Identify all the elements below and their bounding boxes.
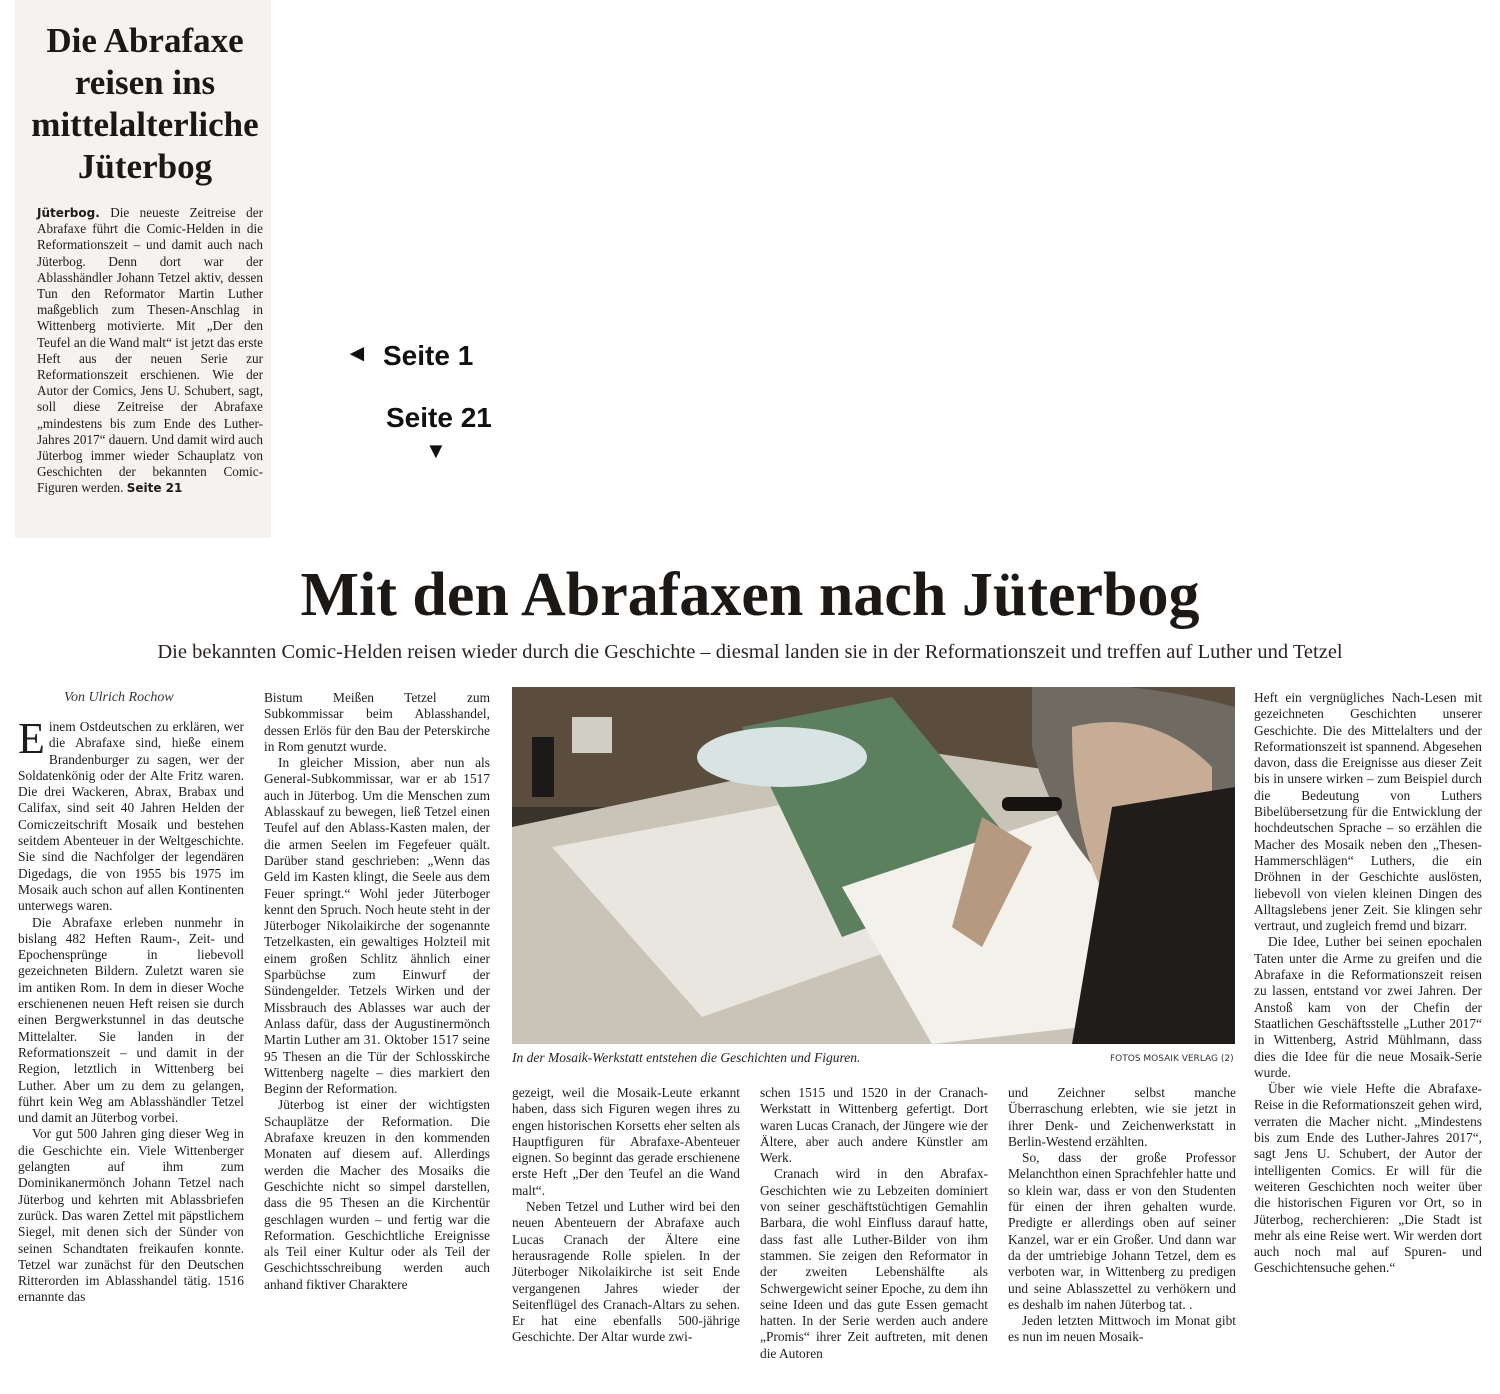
paragraph: So, dass der große Professor Melanchthon einen Sprachfehler hatte und so klein war, dass er von den Studenten für einen der ihren gehalten wurde. Predigte er allerdings oben auf seiner Kanzel, war er ein Großer. Und dann war da der umtriebige Johann Tetzel, dem es verboten war, in Wittenberg zu predigen und seine Ablasszettel zu verhökern und es deshalb im nahen Jüterbog tat. . [1008, 1150, 1236, 1312]
teaser-title [22, 20, 268, 188]
article-headline: Mit den Abrafaxen nach Jüterbog [300, 561, 1200, 629]
paragraph: Die Abrafaxe erleben nunmehr in bislang 482 Heften Raum-, Zeit- und Epochensprünge in liebevoll gezeichneten Bildern. Zuletzt waren sie im antiken Rom. In dem in dieser Woche erschienenen neuen Heft reisen sie durch einen Bergwerkstunnel in das deutsche Mittelalter. Sie landen in der Reformationszeit – und damit in der Region, letztlich in Wittenberg bei Luther. Aber um zu dem zu gelangen, führt kein Weg am Ablasshändler Tetzel und damit an Jüterbog vorbei. [18, 914, 244, 1126]
teaser-title-line: reisen ins [74, 63, 216, 102]
teaser-page-ref: Seite 21 [126, 481, 183, 496]
article-column-4 [760, 1085, 988, 1362]
photo-illustration [512, 687, 1235, 1044]
paragraph: Jeden letzten Mittwoch im Monat gibt es nun im neuen Mosaik- [1008, 1313, 1236, 1345]
article-photo [512, 687, 1235, 1044]
article-column-6 [1254, 690, 1482, 1277]
paragraph: In gleicher Mission, aber nun als General-Subkommissar, war er ab 1517 auch in Jüterbog. Um die Menschen zum Ablasskauf zu bewegen, ließ Tetzel einen Teufel auf den Ablass-Kasten malen, der die armen Seelen im Fegefeuer quält. Darüber stand geschrieben: „Wenn das Geld im Kasten klingt, die Seele aus dem Feuer springt.“ Wohl jeder Jüterboger kennt den Spruch. Noch heute steht in der Jüterboger Nikolaikirche der sogenannte Tetzelkasten, ein gewaltiges Holzteil mit einem großen Schlitz ähnlich einer Sparbüchse zum Einwurf der Sündengelder. Tetzels Wirken und der Missbrauch des Ablasses war auch der Anlass dafür, dass der Augustinermönch Martin Luther am 31. Oktober 1517 seine 95 Thesen an die Tür der Schlosskirche Wittenberg nagelte – dies markiert den Beginn der Reformation. [264, 755, 490, 1097]
article-column-5 [1008, 1085, 1236, 1346]
article-subline: Die bekannten Comic-Helden reisen wieder durch die Geschichte – diesmal landen sie in der Reformationszeit und treffen auf Luther und Tetzel [157, 641, 1343, 663]
teaser-text: Die neueste Zeitreise der Abrafaxe führt die Comic-Helden in die Reformationszeit – und damit auch nach Jüterbog. Denn dort war der Ablasshändler Johann Tetzel aktiv, dessen Tun den Reformator Martin Luther maßgeblich zum Thesen-Anschlag in Wittenberg motivierte. Mit „Der den Teufel an die Wand malt“ ist jetzt das erste Heft aus der neuen Serie zur Reformationszeit erschienen. Wie der Autor der Comics, Jens U. Schubert, sagt, soll diese Zeitreise der Abrafaxe „mindestens bis zum Ende des Luther-Jahres 2017“ dauern. Und damit wird auch Jüterbog immer wieder Schauplatz von Geschichten der bekannten Comic-Figuren werden. [37, 205, 264, 496]
article-author: Von Ulrich Rochow [64, 690, 174, 705]
paragraph: schen 1515 und 1520 in der Cranach-Werkstatt in Wittenberg gefertigt. Dort waren Lucas Cranach, der Jüngere wie der Ältere, aber auch andere Künstler am Werk. [760, 1085, 988, 1166]
seite-21-link[interactable]: Seite 21 [386, 402, 492, 433]
paragraph: und Zeichner selbst manche Überraschung erlebten, wie sie jetzt in ihrer Denk- und Zeichenwerkstatt in Berlin-Westend erzählten. [1008, 1085, 1236, 1149]
down-arrow-icon[interactable]: ▼ [425, 438, 447, 463]
teaser-body [37, 205, 263, 497]
left-arrow-icon[interactable]: ◄ [345, 340, 369, 367]
paragraph: Jüterbog ist einer der wichtigsten Schauplätze der Reformation. Die Abrafaxe kreuzen in den kommenden Monaten auf diesem auf. Allerdings werden die Macher des Mosaiks die Geschichte nicht so simpel darstellen, dass die 95 Thesen an die Kirchentür geschlagen wurden – und fertig war die Reformation. Geschichtliche Ereignisse als Teil einer Kultur oder als Teil der Geschichtsschreibung werden auch anhand fiktiver Charaktere [264, 1097, 490, 1292]
paragraph: Bistum Meißen Tetzel zum Subkommissar beim Ablasshandel, dessen Erlös für den Bau der Peterskirche in Rom genutzt wurde. [264, 690, 490, 754]
paragraph: gezeigt, weil die Mosaik-Leute erkannt haben, dass sich Figuren wegen ihres zu engen historischen Korsetts eher selten als Hauptfiguren für Abrafaxe-Abenteuer eignen. So beginnt das gerade erschienene erste Heft „Der den Teufel an die Wand malt“. [512, 1085, 740, 1198]
paragraph: Cranach wird in den Abrafax-Geschichten wie zu Lebzeiten dominiert von seiner geschäftstüchtigen Gemahlin Barbara, die wohl Einfluss darauf hatte, dass fast alle Luther-Bilder von ihm stammen. Sie zeigen den Reformator in der zweiten Lebenshälfte als Schwergewicht seiner Epoche, zu dem ihn seine Ideen und das gute Essen gemacht hatten. In der Serie werden auch andere „Promis“ ihrer Zeit auftreten, mit denen die Autoren [760, 1166, 988, 1361]
paragraph: Die Idee, Luther bei seinen epochalen Taten unter die Arme zu greifen und die Abrafaxe in die Reformationszeit reisen zu lassen, entstand vor zwei Jahren. Der Anstoß kam von der Chefin der Staatlichen Geschäftsstelle „Luther 2017“ in Wittenberg, Astrid Mühlmann, dass dies die Idee für die neue Mosaik-Serie wurde. [1254, 934, 1482, 1080]
article-column-2 [264, 690, 490, 1293]
teaser-title-line: Die Abrafaxe [46, 21, 244, 60]
drop-cap: E [18, 714, 45, 763]
teaser-lead: Jüterbog. [37, 206, 100, 220]
teaser-title-line: mittelalterliche [31, 105, 259, 144]
seite-1-link[interactable]: Seite 1 [383, 340, 474, 371]
paragraph: Über wie viele Hefte die Abrafaxe-Reise in die Reformationszeit gehen wird, verraten die Macher nicht. „Mindestens bis zum Ende des Luther-Jahres 2017“, sagt Jens U. Schubert, der Autor der intelligenten Comics. Er will für die weiteren Geschichten noch weiter über die historischen Figuren vor Ort, so in Jüterbog, recherchieren: „Die Stadt ist mehr als eine Reise wert. Wir werden dort auch noch mal auf Spuren- und Geschichtensuche gehen.“ [1254, 1081, 1482, 1276]
paragraph: Heft ein vergnügliches Nach-Lesen mit gezeichneten Geschichten unserer Geschichte. Die des Mittelalters und der Reformationszeit ist spannend. Abgesehen davon, dass die Ereignisse aus dieser Zeit bis in unsere wirken – zum Beispiel durch die Bedeutung von Luthers Bibelübersetzung für die Entwicklung der hochdeutschen Sprache – so erzählen die Macher des Mosaik neben den „Thesen-Hammerschlägen“ Luthers, die ein Dröhnen in der Geschichte auslösten, liebevoll von vielen kleinen Dingen des Alltagslebens jener Zeit. Sie klingen sehr vertraut, und zugleich fremd und bizarr. [1254, 690, 1482, 934]
photo-caption: In der Mosaik-Werkstatt entstehen die Geschichten und Figuren. [512, 1050, 861, 1065]
photo-credit: FOTOS MOSAIK VERLAG (2) [1110, 1054, 1234, 1064]
paragraph: Einem Ostdeutschen zu erklären, wer die Abrafaxe sind, hieße einem Brandenburger zu sagen, wer der Soldatenkönig oder der Alte Fritz waren. Die drei Wackeren, Abrax, Brabax und Califax, sind seit 40 Jahren Helden der Comiczeitschrift Mosaik und bestehen seitdem Abenteuer in der Weltgeschichte. Sie sind die Nachfolger der legendären Digedags, die von 1955 bis 1975 im Mosaik auch schon auf allen Kontinenten unterwegs waren. [18, 714, 244, 914]
teaser-title-line: Jüterbog [77, 147, 213, 186]
paragraph: Neben Tetzel und Luther wird bei den neuen Abenteuern der Abrafaxe auch Lucas Cranach der Ältere eine herausragende Rolle spielen. In der Jüterboger Nikolaikirche ist seit Ende vergangenen Jahres wieder der Seitenflügel des Cranach-Altars zu sehen. Er hat eine ebenfalls 500-jährige Geschichte. Der Altar wurde zwi- [512, 1199, 740, 1345]
article-column-3 [512, 1085, 740, 1346]
paragraph: Vor gut 500 Jahren ging dieser Weg in die Geschichte ein. Viele Wittenberger gelangten auf ihm zum Dominikanermönch Johann Tetzel nach Jüterbog und kehrten mit Ablassbriefen zurück. Das waren Zettel mit päpstlichem Siegel, mit denen sich der Sünder von seinen Schandtaten freikaufen konnte. Tetzel war zunächst für den Deutschen Ritterorden im Ablasshandel tätig. 1516 ernannte das [18, 1126, 244, 1305]
article-column-1 [18, 714, 244, 1306]
